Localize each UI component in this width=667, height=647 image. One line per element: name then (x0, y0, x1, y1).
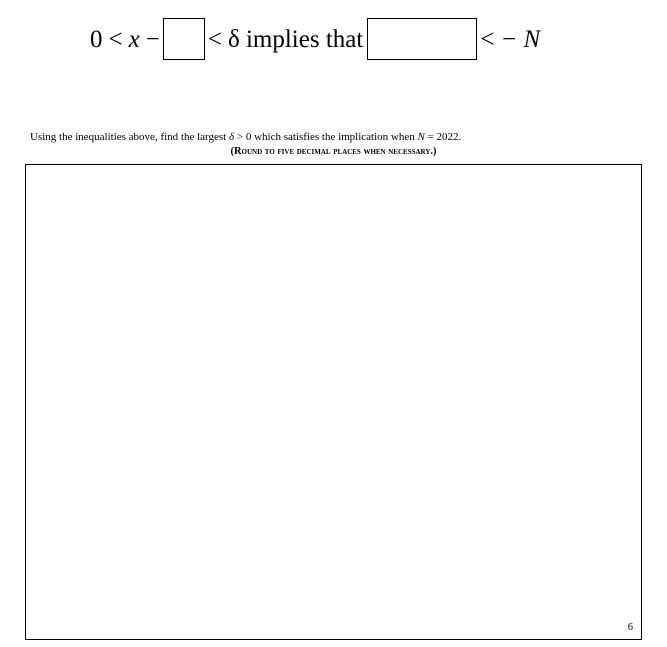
less-than-symbol: < (108, 25, 123, 53)
answer-blank-function-expression[interactable] (367, 18, 477, 60)
negative-n-text: − N (500, 25, 541, 53)
delta-implies-text: δ implies that (227, 25, 364, 53)
x-variable: x (128, 25, 140, 53)
zero-text: 0 (90, 25, 103, 53)
n-value-text: = 2022. (427, 131, 462, 143)
rounding-instruction: (Round to five decimal places when necessary.) (230, 146, 437, 157)
prompt-text-middle: > 0 which satisfies the implication when (236, 131, 415, 143)
answer-work-area[interactable] (25, 164, 642, 640)
question-prompt (30, 130, 461, 144)
inequality-statement (90, 16, 540, 62)
page-number: 6 (627, 621, 633, 633)
answer-blank-center-value[interactable] (163, 18, 205, 60)
less-than-symbol: < (207, 25, 222, 53)
minus-symbol: − (145, 25, 160, 53)
n-symbol: N (417, 131, 425, 143)
delta-symbol: δ (228, 131, 235, 143)
less-than-symbol: < (480, 25, 495, 53)
prompt-text-start: Using the inequalities above, find the largest (30, 131, 227, 143)
